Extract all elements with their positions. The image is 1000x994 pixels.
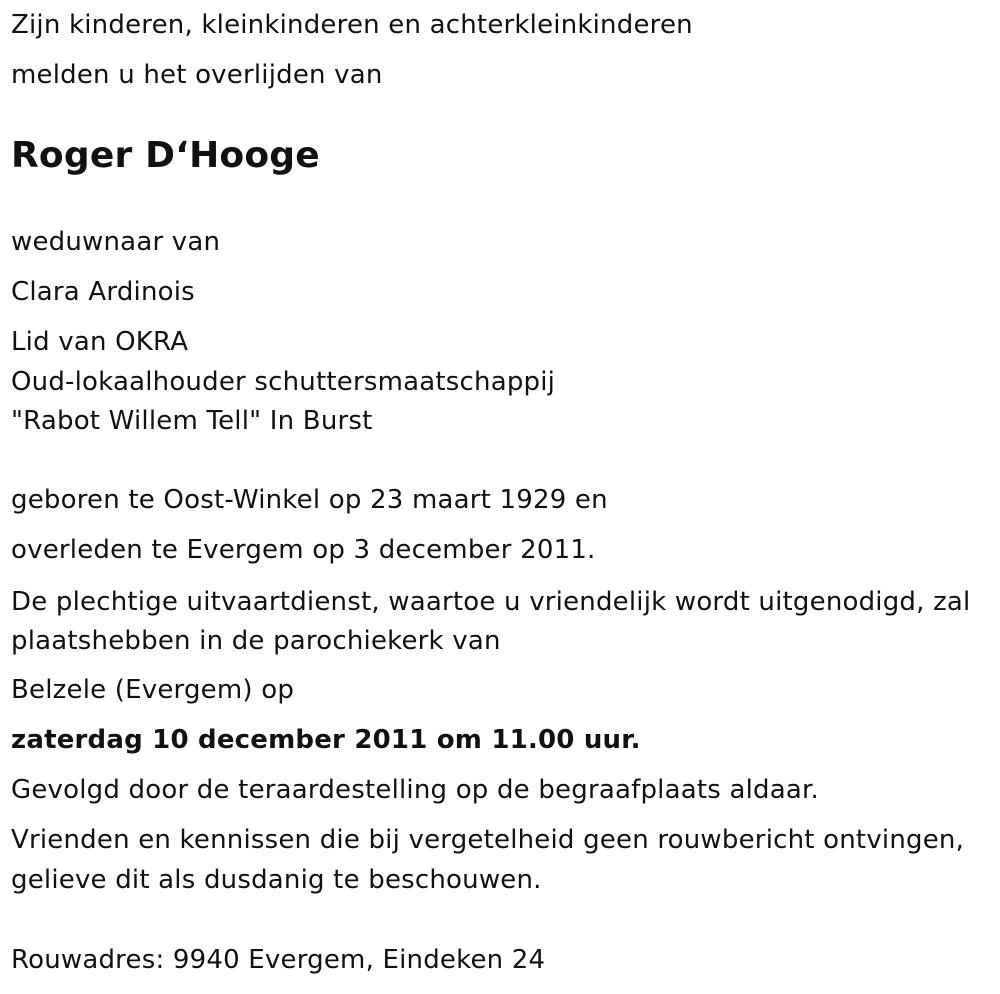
service-line-2: plaatshebben in de parochiekerk van <box>11 626 501 656</box>
mourning-address: Rouwadres: 9940 Evergem, Eindeken 24 <box>11 945 546 975</box>
deceased-name: Roger D‘Hooge <box>11 135 320 176</box>
service-datetime: zaterdag 10 december 2011 om 11.00 uur. <box>11 725 641 755</box>
birth-line: geboren te Oost-Winkel op 23 maart 1929 en <box>11 485 608 515</box>
friends-line-2: gelieve dit als dusdanig te beschouwen. <box>11 865 542 895</box>
spouse-name: Clara Ardinois <box>11 277 195 307</box>
service-place: Belzele (Evergem) op <box>11 675 295 705</box>
role-line-1: Oud-lokaalhouder schuttersmaatschappij <box>11 367 556 397</box>
death-line: overleden te Evergem op 3 december 2011. <box>11 535 596 565</box>
membership-line: Lid van OKRA <box>11 327 189 357</box>
burial-line: Gevolgd door de teraardestelling op de begraafplaats aldaar. <box>11 775 819 805</box>
service-line-1: De plechtige uitvaartdienst, waartoe u vriendelijk wordt uitgenodigd, zal <box>11 587 971 617</box>
widower-of-label: weduwnaar van <box>11 227 221 257</box>
friends-line-1: Vrienden en kennissen die bij vergetelheid geen rouwbericht ontvingen, <box>11 825 965 855</box>
intro-line-1: Zijn kinderen, kleinkinderen en achterkleinkinderen <box>11 10 693 40</box>
intro-line-2: melden u het overlijden van <box>11 60 383 90</box>
role-line-2: "Rabot Willem Tell" In Burst <box>11 406 373 436</box>
